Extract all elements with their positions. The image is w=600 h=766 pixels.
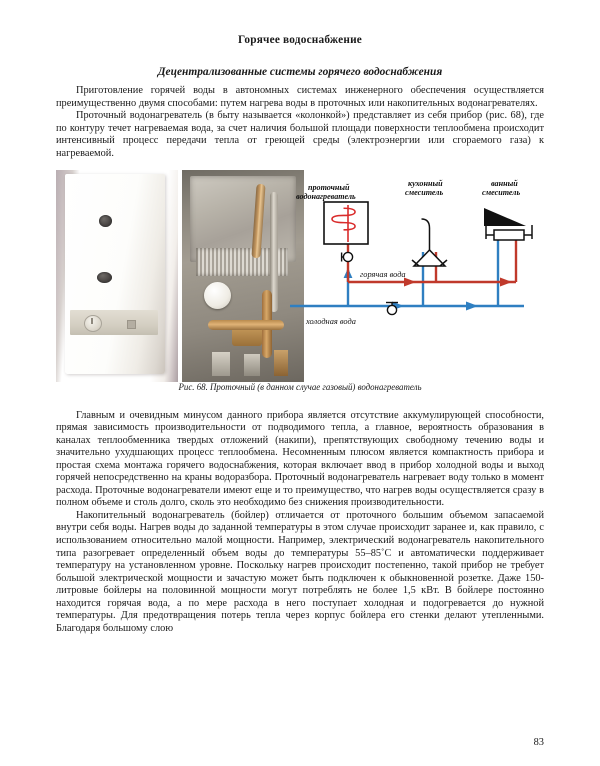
chapter-title: Горячее водоснабжение: [238, 34, 362, 46]
spacer: [56, 392, 544, 410]
label-bath-mixer-line1: ванный: [491, 178, 518, 188]
cold-water-line: [290, 240, 524, 306]
heater-button-icon: [127, 320, 136, 329]
photo-water-heater-interior: [182, 170, 304, 382]
fitting-shape: [212, 352, 230, 376]
bath-mixer-symbol: [484, 208, 532, 240]
pressure-gauge-icon: [204, 282, 231, 309]
label-kitchen-mixer-line1: кухонный: [408, 178, 443, 188]
fitting-shape: [274, 350, 288, 376]
label-bath-mixer-line2: смеситель: [482, 187, 521, 197]
photo-water-heater-exterior: [56, 170, 178, 382]
figure-photos: [56, 170, 304, 382]
heater-burner-window-icon: [97, 272, 112, 283]
page-number: 83: [533, 737, 544, 748]
paragraph: Главным и очевидным минусом данного прибора является отсутствие аккумулирующей способности, прямая зависимость производительности от подводимого тепла, а главное, вероятность образования в каналах теплообменника твердых отложений (накипи), препятствующих свободному течению воды и значительно ухудшающих процесс теплообмена. Несомненным плюсом является компактность прибора и простая схема монтажа горячего водоснабжения, которая включает ввод в прибор холодной воды и выход горячей непосредственно на краны водоразбора. Проточный водонагреватель нагревает воду только в момент расхода. Проточные водонагреватели имеют еще и то преимущество, что нагрев воды осуществляется сразу в полном объеме и столь долго, сколь это необходимо без снижения производительности.: [56, 409, 544, 509]
figure-68: [56, 170, 544, 392]
label-hot-water: горячая вода: [360, 269, 406, 279]
figure-caption: Рис. 68. Проточный (в данном случае газовый) водонагреватель: [178, 382, 422, 393]
fitting-shape: [244, 354, 260, 376]
label-heater-line2: водонагреватель: [296, 191, 356, 201]
heater-body-shape: [65, 174, 165, 374]
heater-shutoff-valve-icon: [342, 252, 353, 261]
kitchen-mixer-symbol: [412, 219, 447, 266]
label-cold-water: холодная вода: [306, 316, 356, 326]
heater-viewport-icon: [99, 215, 112, 227]
label-kitchen-mixer-line2: смеситель: [405, 187, 444, 197]
plumbing-schematic-diagram: [288, 178, 550, 358]
paragraph: Проточный водонагреватель (в быту называется «колонкой») представляет из себя прибор (рис. 68), где по контуру течет нагреваемая вода, за счет наличия большой площади поверхности теплообмена происходит интенсивный процесс передачи тепла от греющей среды (электроэнергии или сгораемого газа) к нагреваемой.: [56, 110, 544, 159]
copper-manifold-shape: [208, 320, 284, 330]
paragraph: Приготовление горячей воды в автономных системах инженерного обеспечения осуществляется преимущественно двумя способами: путем нагрева воды в проточных или накопительных водонагревателях.: [56, 85, 544, 109]
body-text-block: [56, 410, 544, 636]
water-heater-symbol: [324, 202, 368, 244]
label-heater-line1: проточный: [308, 182, 350, 192]
paragraph: Накопительный водонагреватель (бойлер) отличается от проточного большим объемом запасаемой внутри себя воды. Нагрев воды до заданной температуры в этом случае происходит заранее и, как правило, с использованием относительно малой мощности. Например, электрический водонагреватель накопительного типа разогревает определенный объем воды до температуры 55–85˚С и автоматически поддерживает температуру на установленном уровне. Поскольку нагрев происходит постепенно, такой прибор не требует большой электрической мощности и зачастую может быть подключен к обыкновенной розетке. Даже 150-литровые бойлеры на половинной мощности могут потреблять не более 1,5 кВт. В бойлере постоянно находится горячая вода, а по мере расхода в него поступает холодная и подогревается до нужной температуры. Для предотвращения потерь тепла через корпус бойлера его стенки делают утепленными. Благодаря большому слою: [56, 509, 544, 634]
heater-temperature-knob-icon: [84, 315, 102, 332]
section-title: Децентрализованные системы горячего водоснабжения: [157, 65, 443, 78]
intro-text-block: [56, 85, 544, 160]
